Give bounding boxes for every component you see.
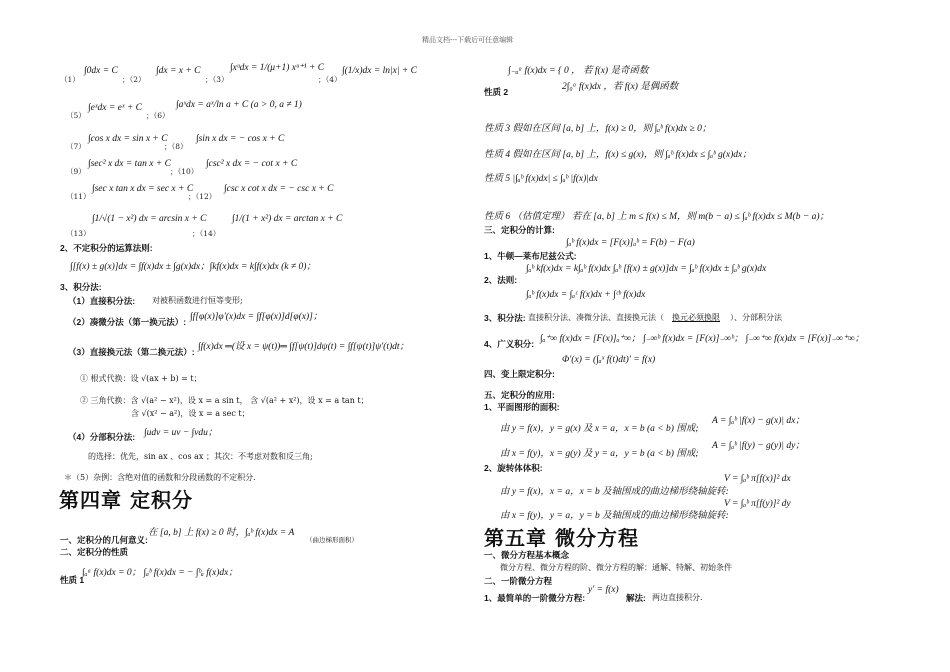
formula-number: （13） (66, 229, 91, 238)
area-formula: A = ∫ₐᵇ |f(y) − g(y)| dy； (712, 441, 805, 451)
section-title: 二、一阶微分方程 (484, 576, 553, 586)
formula-number: ；（8） (164, 142, 188, 151)
integral-formula: ∫dx = x + C (156, 66, 201, 76)
solution-text: 两边直接积分. (652, 593, 703, 602)
subsection-title: 4、广义积分: (484, 339, 535, 349)
substitution-root: ① 根式代换：设 √(ax + b) = t； (80, 374, 202, 383)
subsection-title: 1、最简单的一阶微分方程: (484, 593, 586, 603)
property-label: 性质 2 (484, 87, 509, 97)
property-formula: ∫₋ₐᵃ f(x)dx = { 0 ， 若 f(x) 是奇函数 (508, 66, 649, 76)
formula-number: ；（12） (188, 192, 217, 201)
formula-number: ；（2） (122, 75, 146, 84)
improper-integral-formula: ∫ₐ⁺∞ f(x)dx = [F(x)]ₐ⁺∞； ∫₋∞ᵇ f(x)dx = [F(x)]₋∞ᵇ； ∫₋∞⁺∞ f(x)dx = [F(x)]₋∞⁺∞； (540, 334, 865, 344)
section-title: 一、定积分的几何意义: (60, 535, 148, 545)
method-formula: ∫udv = uv − ∫vdu； (144, 428, 218, 438)
formula-number: ；（14） (192, 229, 221, 238)
integral-formula: ∫xᵘdx = 1/(μ+1) xᵘ⁺¹ + C (230, 63, 325, 73)
section-title: 3、积分法: (60, 282, 102, 292)
section-title: 二、定积分的性质 (60, 547, 129, 557)
integral-formula: ∫aˣdx = aˣ/ln a + C (a > 0, a ≠ 1) (176, 100, 302, 110)
rules-formula: ∫ₐᵇ kf(x)dx = k∫ₐᵇ f(x)dx ∫ₐᵇ [f(x) ± g(x)]dx = ∫ₐᵇ f(x)dx ± ∫ₐᵇ g(x)dx (526, 264, 767, 274)
method-formula: ∫f[φ(x)]φ′(x)dx = ∫f[φ(x)]d[φ(x)]； (190, 312, 323, 322)
substitution-trig: 含 √(x² − a²)，设 x = a sec t； (131, 409, 250, 418)
method-text: ）、分部积分法 (730, 313, 782, 322)
method-formula: ∫f(x)dx ═(设 x = ψ(t))═ ∫f[ψ(t)]dψ(t) = ∫f[ψ(t)]ψ′(t)dt； (198, 342, 410, 352)
integral-formula: ∫sec x tan x dx = sec x + C (92, 184, 194, 194)
chapter-title: 第五章 微分方程 (484, 526, 639, 550)
integral-formula: ∫1/√(1 − x²) dx = arcsin x + C (92, 214, 207, 224)
concept-text: 微分方程、微分方程的阶、微分方程的解：通解、特解、初始条件 (500, 563, 732, 572)
method-text: 对被积函数进行恒等变形; (152, 296, 243, 305)
formula-number: （5） (66, 111, 86, 120)
rules-formula: ∫[f(x) ± g(x)]dx = ∫f(x)dx ± ∫g(x)dx；∫kf(x)dx = k∫f(x)dx (k ≠ 0)； (70, 262, 316, 272)
method-text-underlined: 换元必须换限 (672, 313, 720, 322)
integral-formula: ∫sec² x dx = tan x + C (88, 159, 171, 169)
ode-formula: y′ = f(x) (588, 585, 619, 595)
chapter-title: 第四章 定积分 (59, 488, 193, 512)
section-title: 五、定积分的应用: (484, 390, 555, 400)
method-label: （2）凑微分法（第一换元法）: (68, 317, 187, 327)
formula-number: ；（10） (170, 167, 199, 176)
rotation-condition: 由 y = f(x)，x = a，x = b 及轴围成的曲边梯形绕轴旋转: (500, 487, 729, 497)
geometric-meaning-formula: 在 [a, b] 上 f(x) ≥ 0 时，∫ₐᵇ f(x)dx = A (148, 528, 295, 538)
formula-number: ；（3） (205, 75, 229, 84)
formula-number: ；（6） (146, 111, 170, 120)
geometric-meaning-note: （曲边梯形面积） (306, 536, 358, 544)
area-formula: A = ∫ₐᵇ |f(x) − g(x)| dx； (712, 416, 805, 426)
area-condition: 由 x = f(y)，x = g(y) 及 y = a，y = b (a < b) 围成; (500, 449, 699, 459)
subsection-title: 2、法则: (484, 275, 518, 285)
property-4: 性质 4 假如在区间 [a, b] 上，f(x) ≤ g(x)，则 ∫ₐᵇ f(x)dx ≤ ∫ₐᵇ g(x)dx； (484, 150, 752, 160)
formula-number: （9） (66, 167, 86, 176)
method-label: （4）分部积分法: (68, 432, 136, 442)
integral-formula: ∫csc² x dx = − cot x + C (206, 159, 298, 169)
integral-formula: ∫cos x dx = sin x + C (88, 134, 168, 144)
section-title: 四、变上限定积分: (484, 369, 555, 379)
formula-number: （11） (66, 192, 91, 201)
method-label: （3）直接换元法（第二换元法）: (68, 347, 195, 357)
solution-label: 解法: (626, 593, 646, 603)
rotation-condition: 由 x = f(y)，y = a，y = b 及轴围成的曲边梯形绕轴旋转: (500, 511, 729, 521)
method-label: （1）直接积分法: (68, 296, 136, 306)
integral-formula: ∫1/(1 + x²) dx = arctan x + C (232, 214, 343, 224)
substitution-trig: ② 三角代换：含 √(a² − x²)，设 x = a sin t， 含 √(a² + x²)，设 x = a tan t； (80, 396, 369, 405)
integral-formula: ∫eˣdx = eˣ + C (88, 103, 143, 113)
formula-number: ；（4） (318, 75, 342, 84)
page-header: 精品文档---下载后可任意编辑 (422, 36, 514, 44)
rotation-formula: V = ∫ₐᵇ π[f(x)]² dx (724, 474, 791, 484)
section-title: 三、定积分的计算: (484, 225, 555, 235)
newton-leibniz-formula: ∫ₐᵇ f(x)dx = [F(x)]ₐᵇ = F(b) − F(a) (566, 238, 695, 248)
rules-formula: ∫ₐᵇ f(x)dx = ∫ₐᶜ f(x)dx + ∫ᶜᵇ f(x)dx (526, 290, 646, 300)
property-label: 性质 1 (60, 575, 85, 585)
misc-note: ＊（5）杂例：含绝对值的函数和分段函数的不定积分. (64, 473, 256, 482)
integral-formula: ∫(1/x)dx = ln|x| + C (342, 66, 417, 76)
property-formula: ∫ₐᵃ f(x)dx = 0； ∫ₐᵇ f(x)dx = − ∫ᵇₐ f(x)dx； (82, 568, 238, 578)
subsection-title: 1、牛顿—莱布尼兹公式: (484, 251, 577, 261)
method-note: 的选择：优先，sin ax 、cos ax ；其次：不考虑对数和反三角; (88, 452, 313, 461)
integral-formula: ∫0dx = C (84, 66, 118, 76)
integral-formula: ∫sin x dx = − cos x + C (196, 134, 285, 144)
formula-number: （7） (66, 142, 86, 151)
subsection-title: 3、积分法: (484, 313, 526, 323)
subsection-title: 2、旋转体体积: (484, 463, 543, 473)
property-6: 性质 6 （估值定理） 若在 [a, b] 上 m ≤ f(x) ≤ M，则 m(b − a) ≤ ∫ₐᵇ f(x)dx ≤ M(b − a)； (484, 212, 830, 222)
method-text: 直接积分法、凑微分法、直接换元法（ (528, 313, 664, 322)
property-5: 性质 5 |∫ₐᵇ f(x)dx| ≤ ∫ₐᵇ |f(x)|dx (484, 174, 598, 184)
area-condition: 由 y = f(x)，y = g(x) 及 x = a，x = b (a < b) 围成; (500, 424, 699, 434)
section-title: 一、微分方程基本概念 (484, 550, 570, 560)
variable-limit-formula: Φ′(x) = (∫ₐˣ f(t)dt)′ = f(x) (562, 355, 656, 365)
formula-number: （1） (60, 75, 80, 84)
section-title: 2、不定积分的运算法则: (60, 243, 153, 253)
property-3: 性质 3 假如在区间 [a, b] 上，f(x) ≥ 0，则 ∫ₐᵇ f(x)dx ≥ 0； (484, 124, 712, 134)
subsection-title: 1、平面图形的面积: (484, 402, 560, 412)
rotation-formula: V = ∫ₐᵇ π[f(y)]² dy (724, 499, 791, 509)
integral-formula: ∫csc x cot x dx = − csc x + C (224, 184, 334, 194)
property-formula: 2∫₀ᵃ f(x)dx ，若 f(x) 是偶函数 (562, 82, 679, 92)
